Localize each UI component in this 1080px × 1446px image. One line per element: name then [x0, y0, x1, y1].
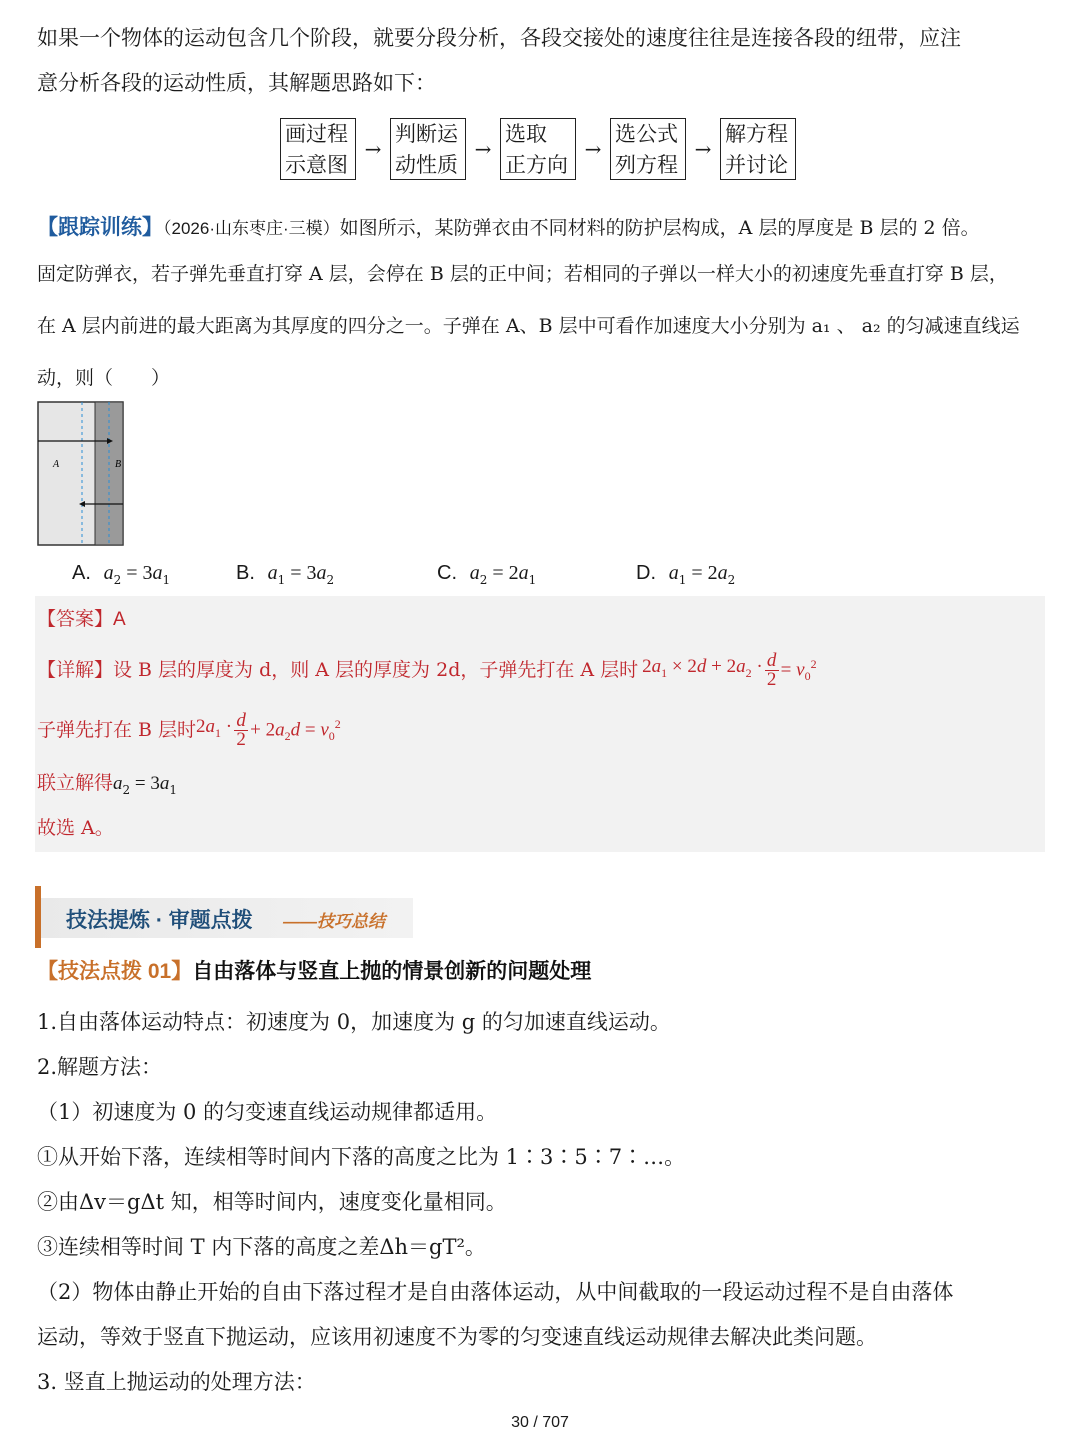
- flow-step-1: 画过程 示意图: [280, 118, 356, 180]
- option-c[interactable]: C. $a_2 = 2a_1$: [437, 562, 537, 587]
- flow-arrow: →: [474, 137, 492, 161]
- technique-p7a: （2）物体由静止开始的自由下落过程才是自由落体运动，从中间截取的一段运动过程不是自由落体: [37, 1280, 954, 1304]
- label-b: B: [115, 459, 122, 470]
- exercise-line-3: 在 A 层内前进的最大距离为其厚度的四分之一。子弹在 A、B 层中可看作加速度大小分别为 a₁ 、 a₂ 的匀减速直线运: [37, 315, 1020, 337]
- intro-line-2: 意分析各段的运动性质，其解题思路如下：: [37, 71, 436, 95]
- intro-line-1: 如果一个物体的运动包含几个阶段，就要分段分析，各段交接处的速度往往是连接各段的纽带，应注: [37, 26, 961, 50]
- exercise-line-2: 固定防弹衣，若子弹先垂直打穿 A 层，会停在 B 层的正中间；若相同的子弹以一样大小的初速度先垂直打穿 B 层，: [37, 263, 1008, 285]
- technique-tag: 【技法点拨 01】: [37, 960, 193, 983]
- flow-arrow: →: [694, 137, 712, 161]
- option-a[interactable]: A. $a_2 = 3a_1$: [72, 562, 171, 587]
- option-b[interactable]: B. $a_1 = 3a_2$: [236, 562, 335, 587]
- technique-p2: 2.解题方法：: [37, 1055, 163, 1079]
- technique-p4: ①从开始下落，连续相等时间内下落的高度之比为 1∶3∶5∶7∶…。: [37, 1145, 686, 1169]
- page-number: 30 / 707: [511, 1414, 569, 1431]
- technique-p6: ③连续相等时间 T 内下落的高度之差Δh＝gT²。: [37, 1235, 486, 1259]
- detail-line-1: 【详解】 设 B 层的厚度为 d，则 A 层的厚度为 2d，子弹先打在 A 层时 $2a_1 \times 2d + 2a_2$ · $\frac{d}{2}$ = $v_0^2$: [37, 649, 817, 690]
- technique-p5: ②由Δv＝gΔt 知，相等时间内，速度变化量相同。: [37, 1190, 507, 1214]
- option-d[interactable]: D. $a_1 = 2a_2$: [636, 562, 736, 587]
- detail-tag: 【详解】: [37, 659, 114, 682]
- exercise-line-1: 【跟踪训练】（2026·山东枣庄·三模）如图所示，某防弹衣由不同材料的防护层构成，A 层的厚度是 B 层的 2 倍。: [37, 216, 980, 239]
- detail-line-2: 子弹先打在 B 层时 $2a_1$ · $\frac{d}{2}$ + $2a_2d = v_0^2$: [37, 709, 341, 750]
- detail-line-4: 故选 A。: [37, 817, 114, 839]
- flow-step-4: 选公式 列方程: [610, 118, 686, 180]
- technique-title: 自由落体与竖直上抛的情景创新的问题处理: [192, 960, 592, 983]
- flow-step-5: 解方程 并讨论: [720, 118, 796, 180]
- technique-p3: （1）初速度为 0 的匀变速直线运动规律都适用。: [37, 1100, 498, 1124]
- flow-step-2: 判断运 动性质: [390, 118, 466, 180]
- exercise-line-4: 动，则（ ）: [37, 367, 171, 389]
- label-a: A: [53, 459, 60, 470]
- flow-step-3: 选取 正方向: [500, 118, 576, 180]
- technique-heading: [37, 955, 591, 985]
- section-subtitle: ——技巧总结: [283, 912, 385, 931]
- technique-p8: 3. 竖直上抛运动的处理方法：: [37, 1370, 316, 1394]
- technique-p1: 1.自由落体运动特点：初速度为 0，加速度为 g 的匀加速直线运动。: [37, 1010, 671, 1034]
- technique-p7b: 运动，等效于竖直下抛运动，应该用初速度不为零的匀变速直线运动规律去解决此类问题。: [37, 1325, 877, 1349]
- exercise-source: （2026·山东枣庄·三模）: [163, 219, 340, 238]
- armor-layers-figure: [37, 401, 125, 547]
- answer-tag: 【答案】: [37, 608, 114, 630]
- section-title: 技法提炼 · 审题点拨: [66, 909, 253, 932]
- exercise-tag: 【跟踪训练】: [37, 216, 163, 239]
- flow-arrow: →: [584, 137, 602, 161]
- answer-value: A: [113, 609, 126, 630]
- detail-line-3: 联立解得$a_2 = 3a_1$: [37, 772, 178, 797]
- answer-line: [37, 605, 126, 634]
- flow-arrow: →: [364, 137, 382, 161]
- solution-flow-diagram: [280, 118, 796, 180]
